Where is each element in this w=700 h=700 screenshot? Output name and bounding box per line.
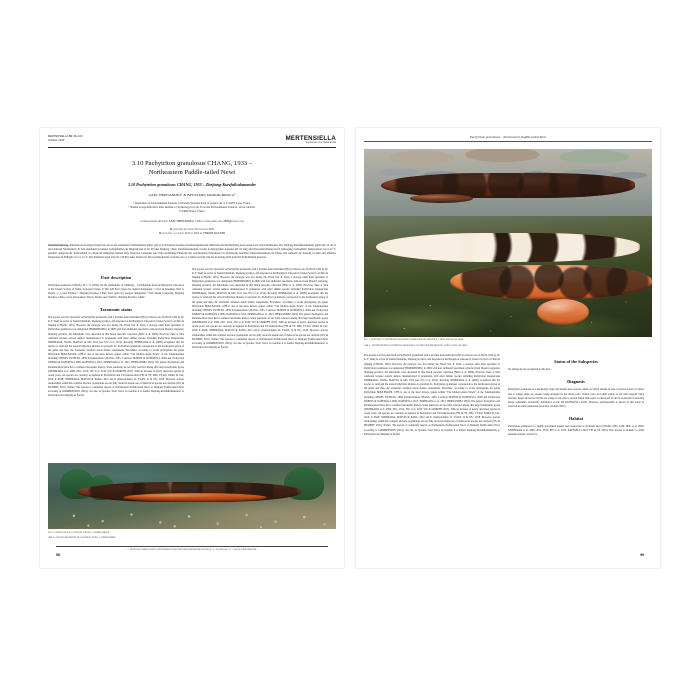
title-german: 3.10 Pachytriton granulosus CHANG, 1933 – Zhejiang-Kurzfußsalamander — [127, 181, 257, 187]
figure-2-caption-de: Abb. 2: Adultes Männchen im Aquarium. Foto: A. HERNANDEZ — [48, 536, 116, 540]
issue-date: October 2023 — [48, 139, 65, 143]
footer-left — [56, 546, 328, 557]
author-list: AXEL HERNANDEZ¹ & BENJAMIN MONOD-BROCA² — [148, 193, 236, 198]
manuscript-dates — [48, 228, 336, 237]
fig1-cap-rest: from Zhejiang province, China. Photo: M. HOU. — [409, 338, 464, 342]
corresponding-author: Corresponding Author: AXEL HERNANDEZ, e-Mail: hernandez.axel.2989@gmail.com — [140, 220, 244, 224]
newt-brown-spots — [381, 173, 634, 197]
taxonomic-status-paragraph: The species was first described as Pachytriton granulosus with a juvenile male individual (JH14) collected on 24 March 1932 by M. K. F. Wang in a river of Tientai Mountain, Zhejiang province, and deposited at the Biological Laboratory Science Society of China in Nanjing (CHANG 1933). However, the holotype was lost during the World War II. Then, a neotype adult male specimen of Pachytriton granulosus was designated (HMSI00810001) in 2009 with four additional specimens collected from Mount Longwang, Zhejiang province. All individuals were deposited in Shu Maoji personal collection (HOU et al. 2009). However, there is little confusion because several authors misinterpreted P. granulosus with other similar species including Pachytriton moiqueculus NISHIKAWA, JIANG, MATSUI, & MO, 2011 (see WU et al. 2012). Recently, NISHIKAWA et al. (2009) recognized that the species is valid and the taxon Pachytriton labiatus as synonym. Id. Pachytriton granulosus corresponds to the northeastern group of the genus and thus, the taxonomic situation needs further assessments. Elsewhere, according to recent phylogenies the genus Pachytriton BOULENGER, 1878 is one of the most diverse genera within "The Modern Asian Newts" of the Salamandridae including CHIOPS TSCHUDI, 1838, Paramesotriton CHANG, 1935, Laotriton DUBOIS & RAFFAËLLI, 2009 and Pachytriton DUBOIS & RAFFAËLLI 2009, RAFFAËLLI 2013, NISHIKAWA et al. 2013, HERNANDEZ 2019). The genera Pachytriton and Paramesotriton have had a confused taxonomic history. Some questions are not fully resolved among this large holophyletic group (NISHIKAWA et al. 2009, 2011, 2012; WU et al. 2010, WU & MURPHY 2015). With an increase of newly described species in recent years, ten species are currently recognized in Pachytriton and 8 Paramesotriton (FEI & YE 1982, YUAN, ZHAO & CAI, 2016; P. AMJI; NISHIKAWA, MATSUI & JIANG, 2012 and P. airuboon/Suibo LI, YUAN, LI & WU, 2018. However, species relationships within this complex and new populations are not fully resolved despite use of multi-locus species tree analysis (WU & MURPHY 2015). Names: The species is commonly known as Northeastern Paddle-tailed Newt or Zhejiang Paddle-tailed Newt according to WAMBRESSON (2014), but also as Spotless Stout Newt. In German it is named Zhejiang-Kurzfußsalamander or Pachytriton des Zhejiang in French. — [48, 316, 184, 398]
fig1-cap-prefix: Fig. 1: Topotypic — [364, 338, 384, 342]
column-left-right-page — [364, 354, 500, 439]
newt-brown-body — [381, 173, 634, 197]
abstract-label: Zusammenfassung. — [48, 243, 69, 247]
manuscript-received: Manuscript received: 05 January 2021 — [169, 228, 215, 232]
section-heading-habitat: Habitat — [568, 416, 584, 422]
header-rule-right — [364, 141, 652, 142]
column-left — [48, 268, 184, 400]
taxonomy-continued: The species was first described as Pachytriton granulosus with a juvenile male individual (JH14) collected on 24 March 1932 by M. K. F. Wang in a river of Tientai Mountain, Zhejiang province, and deposited at the Biological Laboratory Science Society of China in Nanjing (CHANG 1933). However, the holotype was lost during the World War II. Then, a neotype adult male specimen of Pachytriton granulosus was designated (HMSI00810001) in 2009 with four additional specimens collected from Mount Longwang, Zhejiang province. All individuals were deposited in Shu Maoji personal collection (HOU et al. 2009). However, there is little confusion because several authors misinterpreted P. granulosus with other similar species including Pachytriton moiqueculus NISHIKAWA, JIANG, MATSUI, & MO, 2011 (see WU et al. 2012). Recently, NISHIKAWA et al. (2009) recognized that the species is valid and the taxon Pachytriton labiatus as synonym. Id. Pachytriton granulosus corresponds to the northeastern group of the genus and thus, the taxonomic situation needs further assessments. Elsewhere, according to recent phylogenies the genus Pachytriton BOULENGER, 1878 is one of the most diverse genera within "The Modern Asian Newts" of the Salamandridae including CHIOPS TSCHUDI, 1838, Paramesotriton CHANG, 1935, Laotriton DUBOIS & RAFFAËLLI, 2009 and Pachytriton DUBOIS & RAFFAËLLI 2009, RAFFAËLLI 2013, NISHIKAWA et al. 2013, HERNANDEZ 2019). The genera Pachytriton and Paramesotriton have had a confused taxonomic history. Some questions are not fully resolved among this large holophyletic group (NISHIKAWA et al. 2009, 2011, 2012; WU et al. 2010, WU & MURPHY 2015). With an increase of newly described species in recent years, ten species are currently recognized in Pachytriton and 8 Paramesotriton (FEI & YE 1982, YUAN, ZHAO & CAI, 2016; P. AMJI; NISHIKAWA, MATSUI & JIANG, 2012 and P. airuboon/Suibo LI, YUAN, LI & WU, 2018. However, species relationships within this complex and new populations are not fully resolved despite use of multi-locus species tree analysis (WU & MURPHY 2015). Names: The species is commonly known as Northeastern Paddle-tailed Newt or Zhejiang Paddle-tailed Newt according to WAMBRESSON (2014), but also as Spotless Stout Newt. In German it is named Zhejiang-Kurzfußsalamander or Pachytriton des Zhejiang in French. — [364, 354, 500, 436]
status-subspecies-paragraph: No subspecies are recognized to this date. — [508, 368, 551, 372]
citation-pages: : 98–103 — [71, 135, 83, 138]
running-head-right — [364, 135, 652, 139]
column-right — [192, 268, 328, 400]
journal-citation — [48, 135, 82, 143]
fig1-cap-species: Pachytriton granulosus — [383, 338, 410, 342]
footer-right — [372, 551, 644, 557]
affiliations — [48, 202, 336, 215]
taxonomic-status-continued: The species was first described as Pachytriton granulosus with a juvenile male individual (JH14) collected on 24 March 1932 by M. K. F. Wang in a river of Tientai Mountain, Zhejiang province, and deposited at the Biological Laboratory Science Society of China in Nanjing (CHANG 1933). However, the holotype was lost during the World War II. Then, a neotype adult male specimen of Pachytriton granulosus was designated (HMSI00810001) in 2009 with four additional specimens collected from Mount Longwang, Zhejiang province. All individuals were deposited in Shu Maoji personal collection (HOU et al. 2009). However, there is little confusion because several authors misinterpreted P. granulosus with other similar species including Pachytriton moiqueculus NISHIKAWA, JIANG, MATSUI, & MO, 2011 (see WU et al. 2012). Recently, NISHIKAWA et al. (2009) recognized that the species is valid and the taxon Pachytriton labiatus as synonym. Id. Pachytriton granulosus corresponds to the northeastern group of the genus and thus, the taxonomic situation needs further assessments. Elsewhere, according to recent phylogenies the genus Pachytriton BOULENGER, 1878 is one of the most diverse genera within "The Modern Asian Newts" of the Salamandridae including CHIOPS TSCHUDI, 1838, Paramesotriton CHANG, 1935, Laotriton DUBOIS & RAFFAËLLI, 2009 and Pachytriton DUBOIS & RAFFAËLLI 2009, RAFFAËLLI 2013, NISHIKAWA et al. 2013, HERNANDEZ 2019). The genera Pachytriton and Paramesotriton have had a confused taxonomic history. Some questions are not fully resolved among this large holophyletic group (NISHIKAWA et al. 2009, 2011, 2012; WU et al. 2010, WU & MURPHY 2015). With an increase of newly described species in recent years, ten species are currently recognized in Pachytriton and 8 Paramesotriton (FEI & YE 1982, YUAN, ZHAO & CAI, 2016; P. AMJI; NISHIKAWA, MATSUI & JIANG, 2012 and P. airuboon/Suibo LI, YUAN, LI & WU, 2018. However, species relationships within this complex and new populations are not fully resolved despite use of multi-locus species tree analysis (WU & MURPHY 2015). Names: The species is commonly known as Northeastern Paddle-tailed Newt or Zhejiang Paddle-tailed Newt according to WAMBRESSON (2014), but also as Spotless Stout Newt. In German it is named Zhejiang-Kurzfußsalamander or Pachytriton des Zhejiang in French. — [192, 267, 328, 349]
brand-subtitle: Supplement zur Salamandra — [305, 142, 336, 145]
abstract-text: Innerhalb der Gattung Pachytriton, die zu den asiatischen Salamandriden gehört, gibt es trotz Einsatz moderner molekulargenetischer Methoden und Beschreibung neuer Arten noch viele Unklarheiten. Der Zhejiang-Kurzfußsalamander gehört mit 10 cm zu den kleineren Salamandern. Er lebt endemisch in kleinen Gebirgsbächen der Bergregionen in der Provinz Zhejiang, China. Kurzfußsalamander werden in mittelgroßen Aquarien (60 cm lang) mit Wasserumwälzung bei im Jahresgang wechselnden Temperaturen von 2–22 °C gehalten. Aufgrund der Territorialität vor allem der Männchen müssen viele Verstecke vorhanden sein. Eine reichhaltige Fütterung mit verschiedenen Futtertieren bei gleichzeitig deutlicher Temperatursenkung im Winter. Die Aufzucht der Paarung ist dann eine effektive Temperatur im Frühjahr von 12–14 °C. Die Weibchen legen etwa 50–150 Eier unter Steinen ab. Die Geschlechtsreife wird mit etwa 2–3 Jahren erreicht. Die Art ist bislang nicht nach IUCN-Richtlinien bewertet. — [48, 243, 336, 260]
section-heading-first-description: First description — [100, 274, 132, 280]
figure-2-photo — [48, 463, 336, 529]
newt-orange-body — [376, 233, 641, 261]
column-right-right-page — [508, 354, 644, 439]
page-number-right: 99 — [640, 553, 644, 557]
right-page-columns — [364, 354, 652, 439]
figure-1-block — [364, 149, 652, 348]
affiliation-2: ² Student at AgroParisTech, Paris Institute of Technology for Life, Food and Environmental Sciences, 14 rue Girardet, — [128, 205, 256, 209]
section-heading-diagnosis: Diagnosis — [567, 379, 585, 385]
newt-orange-spots — [376, 233, 641, 261]
newt-pale-spots — [450, 265, 652, 299]
left-page-columns — [48, 268, 336, 400]
figure-1-caption-de: Abb. 1: Topotypischer Pachytriton granulosus aus der Provinz Zhejiang, China. Foto: M. HOU. — [364, 343, 468, 347]
citation-prefix: MERTENSIELLA — [48, 135, 69, 138]
journal-spread — [40, 128, 660, 568]
journal-brand — [286, 135, 336, 144]
page-right — [356, 128, 660, 568]
page-number-left: 98 — [56, 553, 60, 557]
newt-belly — [123, 493, 267, 502]
first-description-paragraph: Pachytriton granulosus CHANG, M. L. Y. (1933): On the salamanders of Chekiang. – Contributions from the Biological Laboratory of the Science Society of China, Zoological Series, 9: 305–328. Terra typica by original designation: "a river in Kaounien, West to Tientai. (…), near Taichow", Zhejiang Province, China. Terra typica by neotype designation: "from Mount Longwang, Zhejiang Province, China, a river in Kaounien, West to Tientai, near Taichow, Zhejiang Province, China". — [48, 283, 184, 299]
section-heading-taxonomic-status: Taxonomic status — [100, 307, 132, 313]
citation-volume: 30 — [68, 135, 72, 138]
habitat-scene — [364, 149, 652, 337]
affiliation-1: ¹ Department of Environmental Sciences, University Pasquale Paoli of Corsica, Av. 9, F-20250 Corte, France — [133, 201, 251, 205]
habitat-paragraph: Pachytriton granulosus is a highly specialized aquatic and crepuscular to nocturnal newt (CHANG 1933, 1936; HOU et al. 2009, NISHIKAWA et al. 2009, 2011, 2012; FEI et al. 2012; RAFFAËLLI 2013; FEI & YE 2016). This species is endemic to small montane streams covered by — [508, 425, 644, 437]
header-rule — [48, 147, 336, 148]
running-head-species: Pachytriton granulosus — [469, 135, 501, 139]
page-title — [48, 159, 336, 178]
newt-pale-tail — [537, 299, 589, 325]
title-line-1: 3.10 Pachytriton granulosus CHANG, 1933 – — [131, 159, 253, 167]
page-left — [40, 128, 344, 568]
abstract-german — [48, 244, 336, 261]
article-title-block — [48, 159, 336, 237]
figure-2-block — [48, 463, 336, 540]
aquarium-scene — [48, 463, 336, 529]
figure-1-caption-en — [364, 338, 652, 342]
copyright-notice: © Deutsche Gesellschaft für Herpetologie und Terrarienkunde (DGHT) e. V., Vogelsang 27, 71126 Salzmannsdorf — [127, 548, 257, 551]
affiliation-2b: F-54000 Nancy, France — [179, 209, 205, 213]
figure-2-caption-en: Fig. 2: Adult male in captivity. Photo: A. HERNANDEZ — [48, 531, 110, 535]
diagnosis-paragraph: Pachytriton granulosus is a moderately large and slender newt species. Males are much smaller in size. Lateral red spots or lateral end to orange stripe are present, being arranged on the dorsal parts. Ventral parts are bright orange to red with irregular black blotches. Upper and lower tail fins are orange to red. One to several bluish white spots on distal part of tail are noticeable in breeding males, sometimes extensively distributed on the tail (RAFFAËLLI 2013). However, polymorphism is known in this taxon as observed in some populations (own data, 02 April 2021). — [508, 388, 644, 408]
section-heading-status-subspecies: Status of the Subspecies — [554, 359, 598, 365]
manuscript-accepted: Manuscript accepted: 20 July 2021 by PHILIPP WAGNER — [158, 232, 226, 236]
title-line-2: Northeastern Paddle-tailed Newt — [148, 169, 236, 177]
newt-pale-body — [450, 265, 652, 299]
footer-rule — [56, 546, 328, 547]
running-head-left — [48, 135, 336, 144]
brand-title: MERTENSIELLA — [285, 135, 336, 142]
figure-1-photo — [364, 149, 652, 337]
running-head-rest: – Northeastern Paddle-tailed Newt — [500, 135, 547, 139]
